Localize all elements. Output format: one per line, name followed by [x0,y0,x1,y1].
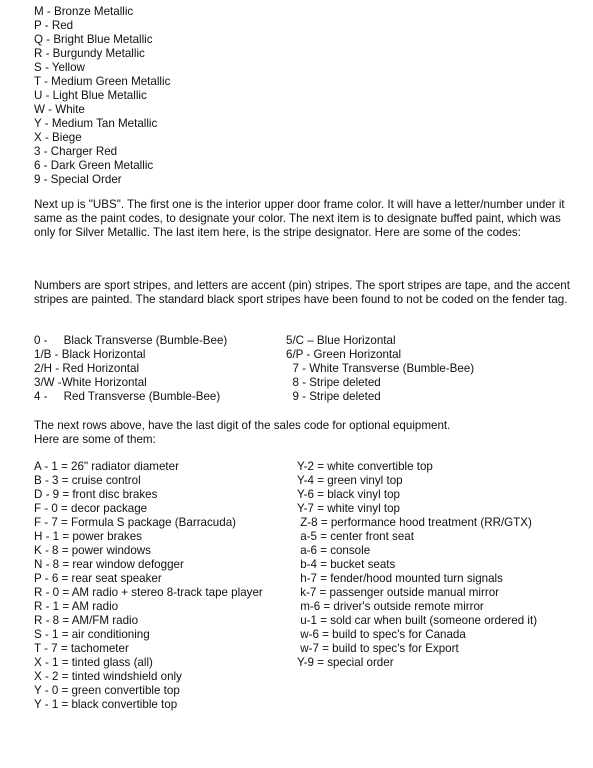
paint-code-item: 9 - Special Order [34,173,122,186]
sales-code-item: R - 8 = AM/FM radio [34,614,139,627]
sales-code-item: T - 7 = tachometer [34,642,129,655]
sales-code-item: Y - 1 = black convertible top [34,698,178,711]
paint-code-item: T - Medium Green Metallic [34,75,171,88]
paint-code-item: U - Light Blue Metallic [34,89,147,102]
stripe-code-item: 8 - Stripe deleted [286,376,381,389]
sales-code-item: X - 2 = tinted windshield only [34,670,182,683]
sales-code-item: B - 3 = cruise control [34,474,141,487]
sales-intro-line: Here are some of them: [34,433,156,446]
sales-code-item: Y - 0 = green convertible top [34,684,180,697]
sales-code-item: b-4 = bucket seats [297,558,396,571]
sales-code-item: H - 1 = power brakes [34,530,142,543]
stripe-code-item: 2/H - Red Horizontal [34,362,140,375]
sales-code-item: k-7 = passenger outside manual mirror [297,586,500,599]
stripe-code-item: 6/P - Green Horizontal [286,348,402,361]
paint-code-item: P - Red [34,19,74,32]
sales-code-item: Y-7 = white vinyl top [297,502,401,515]
sales-code-item: F - 0 = decor package [34,502,148,515]
paint-code-item: Q - Bright Blue Metallic [34,33,153,46]
paint-code-item: R - Burgundy Metallic [34,47,145,60]
stripe-code-item: 3/W -White Horizontal [34,376,147,389]
sales-code-item: Z-8 = performance hood treatment (RR/GTX) [297,516,532,529]
sales-code-item: X - 1 = tinted glass (all) [34,656,153,669]
sales-code-item: N - 8 = rear window defogger [34,558,184,571]
sales-code-item: R - 1 = AM radio [34,600,119,613]
sales-code-item: u-1 = sold car when built (someone ordered it) [297,614,538,627]
sales-code-item: D - 9 = front disc brakes [34,488,158,501]
sales-code-item: F - 7 = Formula S package (Barracuda) [34,516,237,529]
sales-code-item: h-7 = fender/hood mounted turn signals [297,572,503,585]
paint-code-item: X - Biege [34,131,82,144]
stripe-code-item: 5/C – Blue Horizontal [286,334,396,347]
paint-code-item: Y - Medium Tan Metallic [34,117,158,130]
stripes-paragraph: Numbers are sport stripes, and letters are accent (pin) stripes. The sport stripes are tape, and the accent stripes are painted. The standard black sport stripes have been found to not be coded on the fender tag. [34,279,570,307]
sales-code-item: a-6 = console [297,544,371,557]
sales-code-item: Y-2 = white convertible top [297,460,433,473]
paint-code-item: W - White [34,103,85,116]
sales-code-item: m-6 = driver's outside remote mirror [297,600,484,613]
stripe-code-item: 9 - Stripe deleted [286,390,381,403]
sales-code-item: Y-6 = black vinyl top [297,488,401,501]
stripe-code-item: 7 - White Transverse (Bumble-Bee) [286,362,475,375]
paint-code-item: 6 - Dark Green Metallic [34,159,154,172]
sales-code-item: a-5 = center front seat [297,530,414,543]
sales-code-item: S - 1 = air conditioning [34,628,150,641]
paint-code-item: S - Yellow [34,61,85,74]
sales-code-item: R - 0 = AM radio + stereo 8-track tape player [34,586,263,599]
ubs-paragraph: Next up is "UBS". The first one is the interior upper door frame color. It will have a letter/number under it same as the paint codes, to designate your color. The next item is to designate buffed paint, which was only for Silver Metallic. The last item here, is the stripe designator. Here are some of the codes: [34,198,565,240]
paint-code-item: M - Bronze Metallic [34,5,134,18]
stripe-code-item: 0 - Black Transverse (Bumble-Bee) [34,334,228,347]
sales-code-item: K - 8 = power windows [34,544,151,557]
sales-code-item: Y-4 = green vinyl top [297,474,403,487]
paint-code-item: 3 - Charger Red [34,145,118,158]
stripe-code-item: 4 - Red Transverse (Bumble-Bee) [34,390,221,403]
sales-code-item: w-6 = build to spec's for Canada [297,628,466,641]
sales-code-item: P - 6 = rear seat speaker [34,572,162,585]
sales-code-item: w-7 = build to spec's for Export [297,642,459,655]
sales-code-item: A - 1 = 26" radiator diameter [34,460,179,473]
stripe-code-item: 1/B - Black Horizontal [34,348,146,361]
sales-code-item: Y-9 = special order [297,656,394,669]
sales-intro-line: The next rows above, have the last digit of the sales code for optional equipment. [34,419,451,432]
